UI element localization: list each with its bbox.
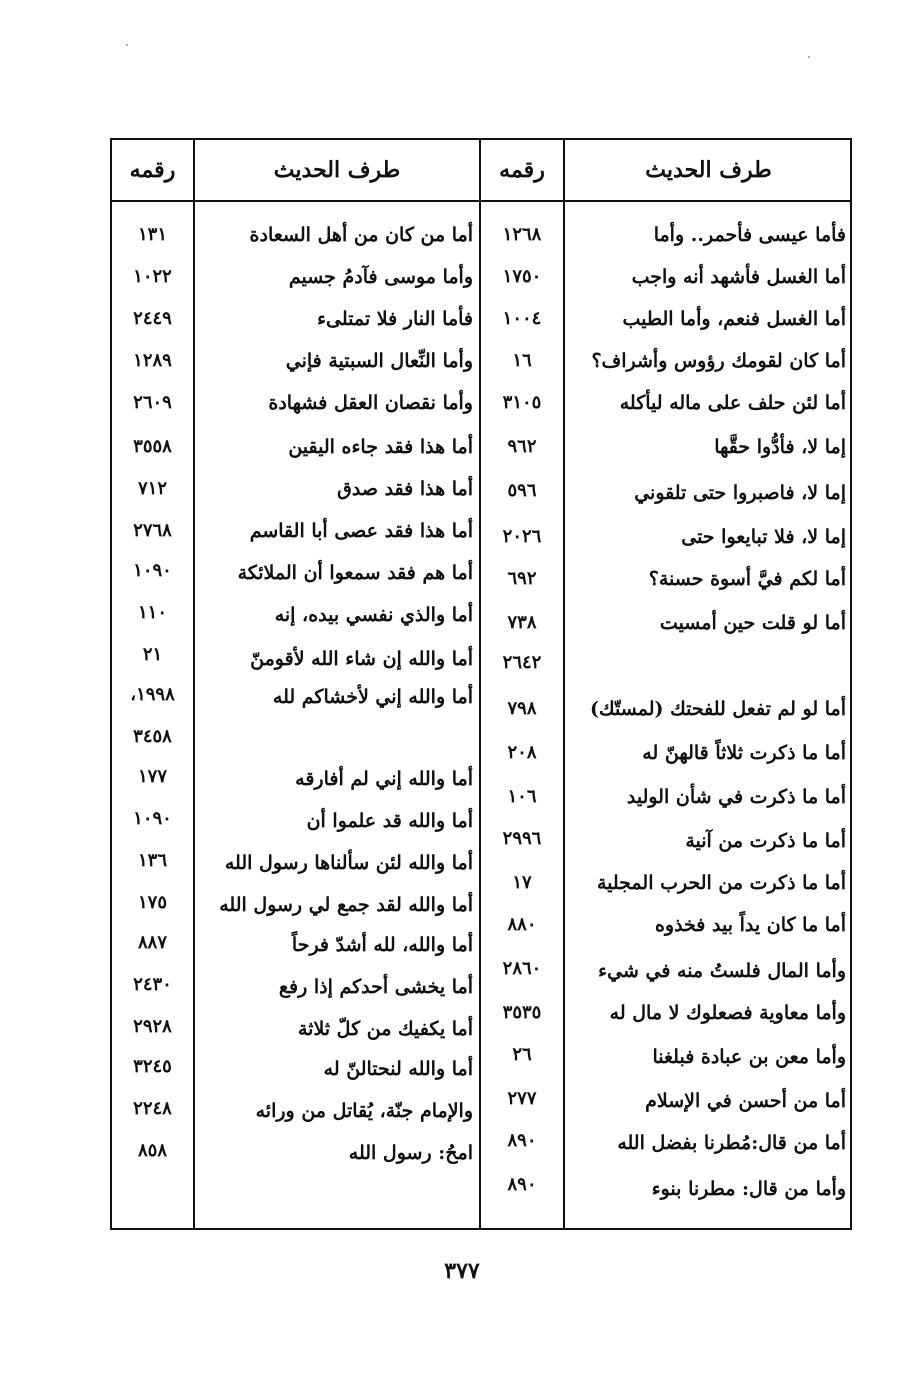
- column-divider: [563, 138, 565, 1230]
- list-item: أما والله إني لأخشاكم لله: [272, 686, 473, 708]
- list-item: أما والله قد علموا أن: [306, 810, 473, 832]
- list-item: ٨٥٨: [137, 1140, 167, 1161]
- list-item: أما ما ذكرت من الحرب المجلية: [596, 872, 846, 894]
- list-item: ٢٧٦٨: [133, 520, 172, 541]
- header-num-right: رقمه: [499, 157, 545, 183]
- header-text-right: طرف الحديث: [645, 157, 772, 183]
- list-item: أما الغسل فأشهد أنه واجب: [631, 266, 846, 288]
- list-item: ٢٦٠٩: [133, 392, 172, 413]
- list-item: ٩٦٢: [507, 436, 537, 457]
- list-item: أما هذا فقد جاءه اليقين: [288, 436, 473, 458]
- list-item: إما لا، فلا تبايعوا حتى: [681, 526, 846, 548]
- list-item: وأما معاوية فصعلوك لا مال له: [609, 1002, 846, 1024]
- list-item: وأما نقصان العقل فشهادة: [268, 392, 473, 414]
- list-item: ١٢٨٩: [133, 350, 172, 371]
- list-item: أما الغسل فنعم، وأما الطيب: [622, 308, 846, 330]
- list-item: ١٠٠٤: [502, 308, 542, 329]
- list-item: ٣١٠٥: [502, 392, 542, 413]
- list-item: ٢٠٨: [507, 742, 537, 763]
- list-item: ٢٩٩٦: [502, 828, 542, 849]
- list-item: أما من أحسن في الإسلام: [645, 1090, 846, 1112]
- list-item: أما لكم فيَّ أسوة حسنة؟: [648, 568, 846, 590]
- list-item: ١٧٥: [137, 892, 167, 913]
- list-item: فأما النار فلا تمتلىء: [317, 308, 473, 330]
- list-item: أما كان لقومك رؤوس وأشراف؟: [591, 350, 846, 372]
- page-number: ٣٧٧: [444, 1258, 480, 1284]
- list-item: ٧١٢: [137, 478, 167, 499]
- scan-speck: [126, 44, 128, 46]
- list-item: ١٠٦: [507, 786, 537, 807]
- list-item: وأما النِّعال السبتية فإني: [285, 350, 473, 372]
- list-item: ١٠٩٠: [133, 808, 172, 829]
- list-item: والإمام جنّة، يُقاتل من ورائه: [255, 1100, 473, 1122]
- list-item: ٢٤٣٠: [133, 974, 172, 995]
- list-item: ٢٦٤٢: [502, 652, 542, 673]
- list-item: أما لئن حلف على ماله ليأكله: [619, 392, 846, 414]
- list-item: ١٧٧: [137, 766, 167, 787]
- list-item: ٣٥٥٨: [133, 436, 172, 457]
- list-item: أما هذا فقد عصى أبا القاسم: [249, 520, 473, 542]
- list-item: أما من قال:مُطرنا بفضل الله: [617, 1132, 846, 1154]
- list-item: فأما عيسى فأحمر.. وأما: [653, 224, 846, 246]
- list-item: ٨٨٧: [137, 932, 167, 953]
- list-item: ١٣٦: [137, 850, 167, 871]
- list-item: أما لو قلت حين أمسيت: [659, 612, 846, 634]
- list-item: ١٦: [512, 350, 532, 371]
- list-item: ٣٤٥٨: [133, 726, 172, 747]
- list-item: ٢٦: [512, 1044, 532, 1065]
- list-item: ٣٢٤٥: [133, 1056, 172, 1077]
- list-item: إما لا، فاصبروا حتى تلقوني: [634, 482, 846, 504]
- list-item: ١١٠: [137, 602, 167, 623]
- list-item: أما ما ذكرت في شأن الوليد: [626, 786, 846, 808]
- list-item: أما من كان من أهل السعادة: [249, 224, 473, 246]
- list-item: أما والله، لله أشدّ فرحاً: [291, 934, 473, 956]
- list-item: ١٢٦٨: [502, 224, 542, 245]
- list-item: ٣٥٣٥: [502, 1002, 542, 1023]
- list-item: ٢١: [142, 644, 163, 665]
- list-item: أما ما ذكرت من آنية: [685, 830, 846, 852]
- list-item: ٢٤٤٩: [133, 308, 172, 329]
- list-item: ٢٨٦٠: [502, 958, 542, 979]
- header-rule: [110, 200, 852, 202]
- list-item: أما ما ذكرت ثلاثاً قالهنّ له: [642, 742, 846, 764]
- list-item: ٢٧٧: [507, 1088, 537, 1109]
- list-item: ٦٩٢: [507, 568, 537, 589]
- list-item: أما هذا فقد صدق: [337, 478, 473, 500]
- column-divider: [193, 138, 195, 1230]
- list-item: أما ما كان يداً بيد فخذوه: [654, 914, 846, 936]
- list-item: ١٣١: [137, 224, 167, 245]
- list-item: أما يخشى أحدكم إذا رفع: [278, 976, 473, 998]
- scan-speck: [808, 56, 810, 58]
- list-item: ٧٣٨: [507, 612, 537, 633]
- list-item: أما يكفيك من كلّ ثلاثة: [297, 1018, 473, 1040]
- list-item: ١٠٩٠: [133, 560, 172, 581]
- list-item: ١٧: [512, 872, 532, 893]
- list-item: أما والله إني لم أفارقه: [295, 768, 473, 790]
- list-item: ٨٩٠: [507, 1130, 537, 1151]
- list-item: ٢٩٢٨: [133, 1016, 172, 1037]
- header-num-left: رقمه: [129, 157, 176, 183]
- list-item: أما هم فقد سمعوا أن الملائكة: [237, 562, 473, 584]
- list-item: امحُ: رسول الله: [348, 1142, 473, 1164]
- list-item: إما لا، فأدُّوا حقَّها: [714, 436, 846, 458]
- list-item: أما لو لم تفعل للفحتك (لمستّك): [590, 698, 846, 720]
- list-item: أما والله لقد جمع لي رسول الله: [219, 894, 473, 916]
- list-item: أما والله إن شاء الله لأقومنّ: [250, 648, 473, 670]
- list-item: وأما من قال: مطرنا بنوء: [651, 1178, 846, 1200]
- list-item: أما والله لنحتالنّ له: [323, 1058, 473, 1080]
- list-item: ٥٩٦: [507, 480, 537, 501]
- list-item: ٢٠٢٦: [502, 526, 542, 547]
- list-item: ٨٩٠: [507, 1174, 537, 1195]
- list-item: وأما المال فلستُ منه في شيء: [598, 960, 846, 982]
- list-item: ٢٢٤٨: [133, 1098, 172, 1119]
- list-item: أما والله لئن سألناها رسول الله: [224, 852, 473, 874]
- list-item: وأما معن بن عبادة فبلغنا: [652, 1046, 846, 1068]
- list-item: ٧٩٨: [507, 698, 537, 719]
- list-item: وأما موسى فآدمُ جسيم: [288, 266, 473, 288]
- list-item: ١٠٢٢: [133, 266, 172, 287]
- list-item: ٨٨٠: [507, 914, 537, 935]
- header-text-left: طرف الحديث: [273, 157, 401, 183]
- list-item: أما والذي نفسي بيده، إنه: [274, 604, 473, 626]
- list-item: ١٧٥٠: [502, 266, 542, 287]
- list-item: ١٩٩٨،: [130, 684, 175, 705]
